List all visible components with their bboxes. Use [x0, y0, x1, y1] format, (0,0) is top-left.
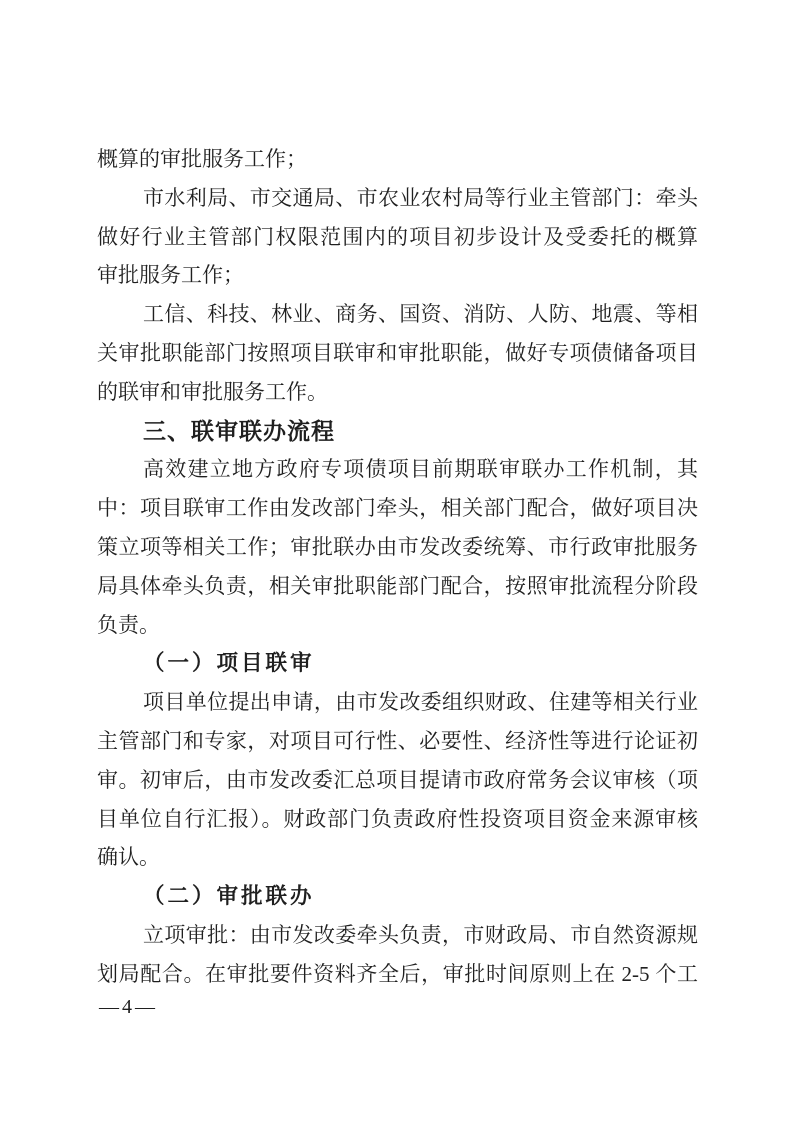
text-line: 关审批职能部门按照项目联审和审批职能，做好专项债储备项目 [97, 340, 698, 365]
text-line: 项目单位提出申请，由市发改委组织财政、住建等相关行业 [143, 690, 698, 715]
page-number: —4— [99, 996, 158, 1018]
text-line: 局具体牵头负责，相关审批职能部门配合，按照审批流程分阶段 [97, 573, 698, 598]
section-heading: （二）审批联办 [143, 884, 315, 909]
text-line: 策立项等相关工作；审批联办由市发改委统筹、市行政审批服务 [97, 534, 698, 559]
text-line: 划局配合。在审批要件资料齐全后，审批时间原则上在 2-5 个工 [97, 961, 698, 986]
text-line: 市水利局、市交通局、市农业农村局等行业主管部门：牵头 [143, 185, 698, 210]
text-line: 工信、科技、林业、商务、国资、消防、人防、地震、等相 [143, 302, 698, 327]
section-heading: 三、联审联办流程 [143, 417, 335, 444]
text-line: 概算的审批服务工作； [97, 147, 307, 171]
text-line: 负责。 [97, 612, 160, 637]
text-line: 目单位自行汇报）。财政部门负责政府性投资项目资金来源审核 [97, 806, 698, 831]
text-line: 主管部门和专家，对项目可行性、必要性、经济性等进行论证初 [97, 728, 698, 753]
text-line: 的联审和审批服务工作。 [97, 379, 328, 404]
document-body [97, 140, 698, 994]
section-heading: （一）项目联审 [143, 651, 315, 676]
text-line: 高效建立地方政府专项债项目前期联审联办工作机制，其 [143, 457, 698, 482]
text-line: 立项审批：由市发改委牵头负责，市财政局、市自然资源规 [143, 922, 698, 947]
text-line: 确认。 [97, 845, 160, 870]
text-line: 审。初审后，由市发改委汇总项目提请市政府常务会议审核（项 [97, 767, 698, 792]
text-line: 审批服务工作； [97, 263, 244, 288]
text-line: 中：项目联审工作由发改部门牵头，相关部门配合，做好项目决 [97, 496, 698, 521]
text-line: 做好行业主管部门权限范围内的项目初步设计及受委托的概算 [97, 224, 698, 249]
